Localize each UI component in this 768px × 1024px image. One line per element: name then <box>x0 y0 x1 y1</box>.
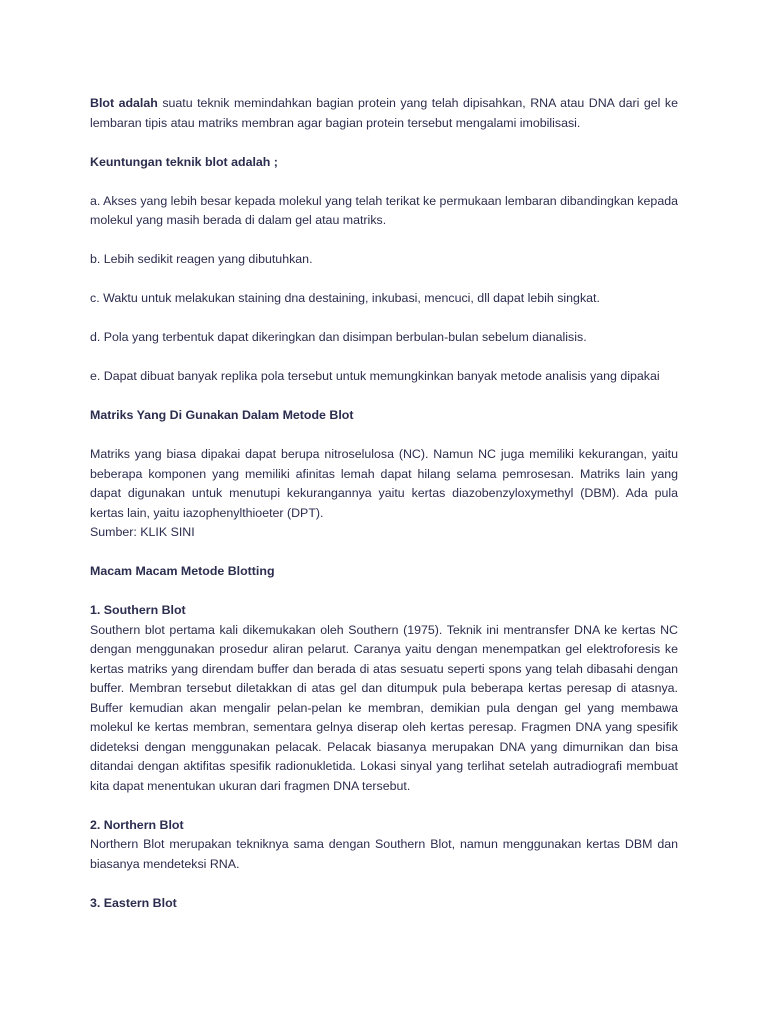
intro-term: Blot adalah <box>90 96 158 110</box>
advantage-item-d: d. Pola yang terbentuk dapat dikeringkan dan disimpan berbulan-bulan sebelum dianalisis. <box>90 330 587 344</box>
eastern-heading: 3. Eastern Blot <box>90 895 177 910</box>
northern-paragraph: Northern Blot merupakan tekniknya sama dengan Southern Blot, namun menggunakan kertas DBM dan biasanya mendeteksi RNA. <box>90 837 678 871</box>
northern-heading: 2. Northern Blot <box>90 817 184 832</box>
intro-text: suatu teknik memindahkan bagian protein yang telah dipisahkan, RNA atau DNA dari gel ke lembaran tipis atau matriks membran agar bagian protein tersebut mengalami imobilisasi. <box>90 96 678 130</box>
matrix-paragraph: Matriks yang biasa dipakai dapat berupa nitroselulosa (NC). Namun NC juga memiliki kekurangan, yaitu beberapa komponen yang memiliki afinitas lemah dapat hilang selama pemrosesan. Matriks lain yang dapat digunakan untuk menutupi kekurangannya yaitu kertas diazobenzyloxymethyl (DBM). Ada pula kertas lain, yaitu iazophenylthioeter (DPT). <box>90 447 678 520</box>
advantage-item-b: b. Lebih sedikit reagen yang dibutuhkan. <box>90 252 313 266</box>
advantage-item-a: a. Akses yang lebih besar kepada molekul yang telah terikat ke permukaan lembaran dibandingkan kepada molekul yang masih berada di dalam gel atau matriks. <box>90 193 678 227</box>
matrix-heading: Matriks Yang Di Gunakan Dalam Metode Blot <box>90 408 354 422</box>
advantages-heading: Keuntungan teknik blot adalah ; <box>90 154 278 169</box>
southern-paragraph: Southern blot pertama kali dikemukakan oleh Southern (1975). Teknik ini mentransfer DNA ke kertas NC dengan menggunakan prosedur aliran pelarut. Caranya yaitu dengan menempatkan gel elektroforesis ke kertas matriks yang direndam buffer dan berada di atas sesuatu seperti spons yang telah dibasahi dengan buffer. Membran tersebut diletakkan di atas gel dan ditumpuk pula beberapa kertas peresap di atasnya. Buffer kemudian akan mengalir pelan-pelan ke membran, demikian pula dengan gel yang membawa molekul ke kertas membran, sementara gelnya diserap oleh kertas peresap. Fragmen DNA yang spesifik dideteksi dengan menggunakan pelacak. Pelacak biasanya merupakan DNA yang dimurnikan dan bisa ditandai dengan aktifitas spesifik radionukletida. Lokasi sinyal yang terlihat setelah autradiografi membuat kita dapat menentukan ukuran dari fragmen DNA tersebut. <box>90 622 678 793</box>
source-line: Sumber: KLIK SINI <box>90 525 195 539</box>
advantage-item-e: e. Dapat dibuat banyak replika pola tersebut untuk memungkinkan banyak metode analisis yang dipakai <box>90 369 660 383</box>
advantage-item-c: c. Waktu untuk melakukan staining dna destaining, inkubasi, mencuci, dll dapat lebih singkat. <box>90 291 600 305</box>
intro-paragraph <box>90 94 678 133</box>
methods-heading: Macam Macam Metode Blotting <box>90 564 275 578</box>
southern-heading: 1. Southern Blot <box>90 603 186 617</box>
document-page <box>90 94 678 913</box>
